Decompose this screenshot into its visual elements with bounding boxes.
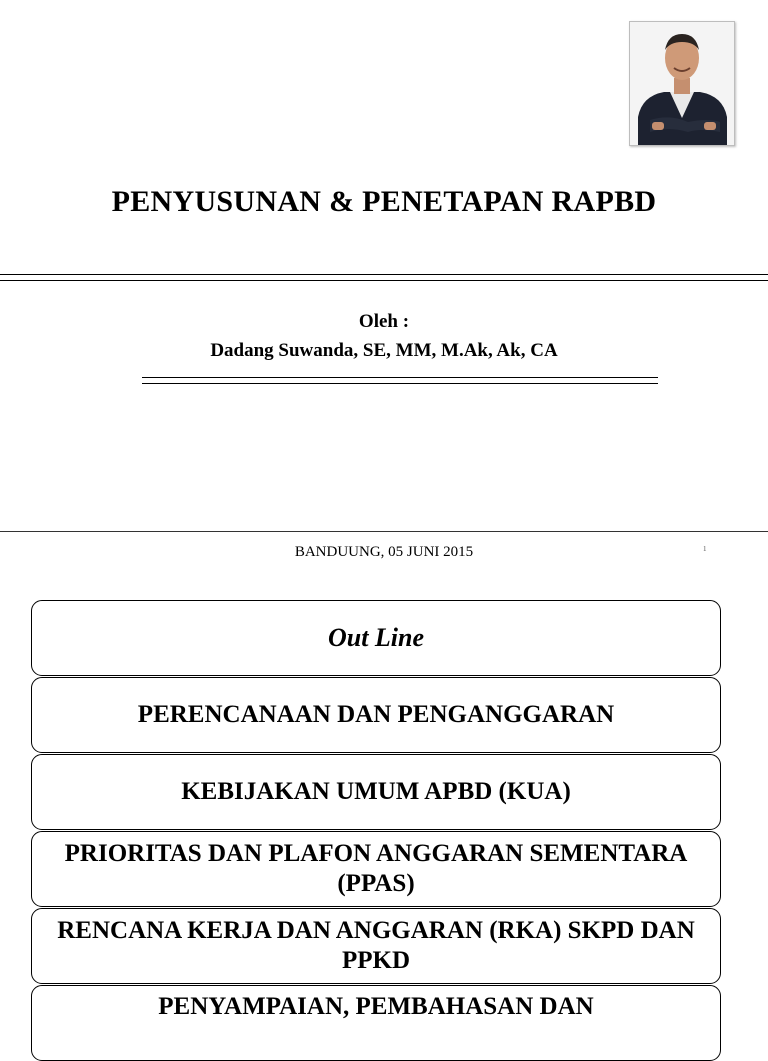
outline-item-1: PERENCANAAN DAN PENGANGGARAN [31, 677, 721, 753]
outline-item-5: PENYAMPAIAN, PEMBAHASAN DAN [31, 985, 721, 1061]
page-number: 1 [703, 545, 707, 553]
slide-bottom-border [0, 531, 768, 532]
presenter-portrait-icon [630, 22, 734, 145]
byline [0, 307, 768, 365]
outline-item-2: KEBIJAKAN UMUM APBD (KUA) [31, 754, 721, 830]
title-divider-bottom [0, 280, 768, 281]
author-name: Dadang Suwanda, SE, MM, M.Ak, Ak, CA [210, 340, 558, 361]
title-divider-top [0, 274, 768, 275]
byline-divider-top [142, 377, 658, 378]
outline-heading: Out Line [31, 600, 721, 676]
outline-item-4: RENCANA KERJA DAN ANGGARAN (RKA) SKPD DAN PPKD [31, 908, 721, 984]
outline-item-3: PRIORITAS DAN PLAFON ANGGARAN SEMENTARA (PPAS) [31, 831, 721, 907]
slide-title: PENYUSUNAN & PENETAPAN RAPBD [111, 185, 657, 218]
location-date: BANDUUNG, 05 JUNI 2015 [294, 544, 474, 560]
by-label: Oleh : [358, 311, 410, 332]
byline-divider-bottom [142, 383, 658, 384]
presenter-photo [629, 21, 735, 146]
